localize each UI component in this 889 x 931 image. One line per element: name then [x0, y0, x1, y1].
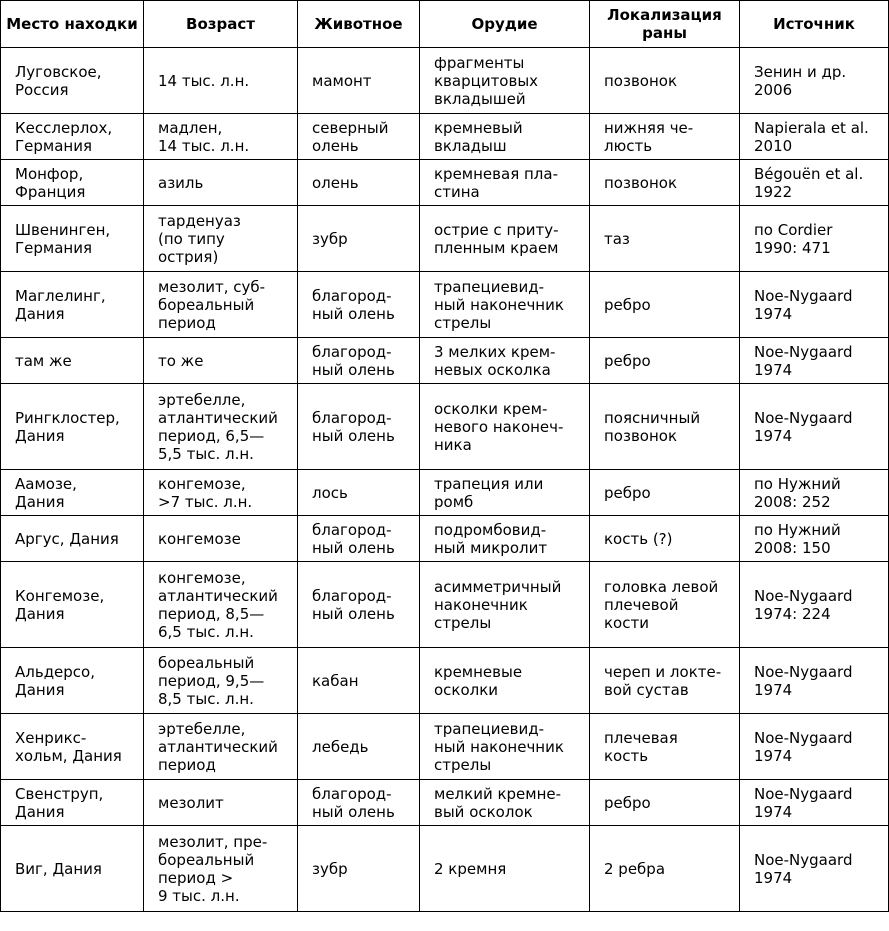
header-age: Возраст: [144, 1, 298, 48]
cell-animal: зубр: [298, 826, 420, 912]
cell-tool: фрагменты кварцитовых вкладышей: [420, 48, 590, 114]
cell-site: там же: [1, 338, 144, 384]
cell-source: Noe-Nygaard 1974: [740, 714, 889, 780]
cell-tool: трапециевид- ный наконечник стрелы: [420, 714, 590, 780]
cell-age: конгемозе, атлантический период, 8,5— 6,5 тыс. л.н.: [144, 562, 298, 648]
cell-wound-location: таз: [590, 206, 740, 272]
cell-animal: северный олень: [298, 114, 420, 160]
table-row: [1, 562, 889, 648]
cell-source: Noe-Nygaard 1974: [740, 338, 889, 384]
table-row: [1, 648, 889, 714]
cell-age: 14 тыс. л.н.: [144, 48, 298, 114]
cell-age: бореальный период, 9,5— 8,5 тыс. л.н.: [144, 648, 298, 714]
table-header-row: [1, 1, 889, 48]
cell-site: Аргус, Дания: [1, 516, 144, 562]
cell-site: Аамозе, Дания: [1, 470, 144, 516]
cell-wound-location: нижняя че- люсть: [590, 114, 740, 160]
table-row: [1, 114, 889, 160]
cell-animal: благород- ный олень: [298, 338, 420, 384]
cell-source: Noe-Nygaard 1974: [740, 826, 889, 912]
cell-wound-location: позвонок: [590, 48, 740, 114]
table-row: [1, 714, 889, 780]
cell-site: Рингклостер, Дания: [1, 384, 144, 470]
table-row: [1, 470, 889, 516]
header-tool: Орудие: [420, 1, 590, 48]
cell-animal: мамонт: [298, 48, 420, 114]
table-row: [1, 826, 889, 912]
cell-age: азиль: [144, 160, 298, 206]
cell-tool: трапеция или ромб: [420, 470, 590, 516]
cell-tool: кремневая пла- стина: [420, 160, 590, 206]
cell-source: Noe-Nygaard 1974: 224: [740, 562, 889, 648]
cell-site: Маглелинг, Дания: [1, 272, 144, 338]
cell-tool: кремневые осколки: [420, 648, 590, 714]
cell-tool: осколки крем- невого наконеч- ника: [420, 384, 590, 470]
cell-wound-location: ребро: [590, 272, 740, 338]
cell-animal: лебедь: [298, 714, 420, 780]
cell-age: конгемозе, >7 тыс. л.н.: [144, 470, 298, 516]
cell-tool: острие с приту- пленным краем: [420, 206, 590, 272]
cell-source: Noe-Nygaard 1974: [740, 384, 889, 470]
cell-animal: зубр: [298, 206, 420, 272]
header-wound-location: Локализация раны: [590, 1, 740, 48]
cell-wound-location: плечевая кость: [590, 714, 740, 780]
cell-tool: 2 кремня: [420, 826, 590, 912]
table-row: [1, 272, 889, 338]
cell-source: Зенин и др. 2006: [740, 48, 889, 114]
cell-animal: благород- ный олень: [298, 272, 420, 338]
cell-site: Виг, Дания: [1, 826, 144, 912]
cell-age: эртебелле, атлантический период: [144, 714, 298, 780]
cell-wound-location: головка левой плечевой кости: [590, 562, 740, 648]
cell-animal: кабан: [298, 648, 420, 714]
header-site: Место находки: [1, 1, 144, 48]
cell-age: то же: [144, 338, 298, 384]
cell-site: Свенструп, Дания: [1, 780, 144, 826]
cell-site: Альдерсо, Дания: [1, 648, 144, 714]
cell-wound-location: ребро: [590, 470, 740, 516]
table-row: [1, 516, 889, 562]
cell-wound-location: ребро: [590, 780, 740, 826]
cell-source: Bégouën et al. 1922: [740, 160, 889, 206]
cell-source: Napierala et al. 2010: [740, 114, 889, 160]
cell-age: мезолит, пре- бореальный период > 9 тыс. л.н.: [144, 826, 298, 912]
cell-tool: подромбовид- ный микролит: [420, 516, 590, 562]
cell-site: Хенрикс- хольм, Дания: [1, 714, 144, 780]
header-source: Источник: [740, 1, 889, 48]
cell-source: по Cordier 1990: 471: [740, 206, 889, 272]
cell-animal: благород- ный олень: [298, 384, 420, 470]
cell-animal: благород- ный олень: [298, 516, 420, 562]
cell-site: Монфор, Франция: [1, 160, 144, 206]
cell-age: эртебелле, атлантический период, 6,5— 5,5 тыс. л.н.: [144, 384, 298, 470]
cell-site: Конгемозе, Дания: [1, 562, 144, 648]
cell-tool: мелкий кремне- вый осколок: [420, 780, 590, 826]
table-row: [1, 160, 889, 206]
cell-animal: лось: [298, 470, 420, 516]
cell-site: Кесслерлох, Германия: [1, 114, 144, 160]
cell-site: Швенинген, Германия: [1, 206, 144, 272]
table-row: [1, 384, 889, 470]
cell-wound-location: кость (?): [590, 516, 740, 562]
table-row: [1, 48, 889, 114]
cell-source: Noe-Nygaard 1974: [740, 780, 889, 826]
cell-animal: благород- ный олень: [298, 562, 420, 648]
table-row: [1, 206, 889, 272]
cell-animal: благород- ный олень: [298, 780, 420, 826]
cell-site: Луговское, Россия: [1, 48, 144, 114]
cell-age: конгемозе: [144, 516, 298, 562]
cell-age: мезолит: [144, 780, 298, 826]
cell-source: по Нужний 2008: 252: [740, 470, 889, 516]
cell-tool: асимметричный наконечник стрелы: [420, 562, 590, 648]
table-row: [1, 780, 889, 826]
cell-tool: кремневый вкладыш: [420, 114, 590, 160]
cell-tool: 3 мелких крем- невых осколка: [420, 338, 590, 384]
cell-source: Noe-Nygaard 1974: [740, 272, 889, 338]
cell-age: мезолит, суб- бореальный период: [144, 272, 298, 338]
cell-age: тарденуаз (по типу острия): [144, 206, 298, 272]
cell-wound-location: ребро: [590, 338, 740, 384]
header-animal: Животное: [298, 1, 420, 48]
cell-wound-location: позвонок: [590, 160, 740, 206]
cell-source: Noe-Nygaard 1974: [740, 648, 889, 714]
cell-wound-location: поясничный позвонок: [590, 384, 740, 470]
cell-age: мадлен, 14 тыс. л.н.: [144, 114, 298, 160]
table-row: [1, 338, 889, 384]
cell-animal: олень: [298, 160, 420, 206]
cell-wound-location: 2 ребра: [590, 826, 740, 912]
cell-tool: трапециевид- ный наконечник стрелы: [420, 272, 590, 338]
cell-source: по Нужний 2008: 150: [740, 516, 889, 562]
cell-wound-location: череп и локте- вой сустав: [590, 648, 740, 714]
